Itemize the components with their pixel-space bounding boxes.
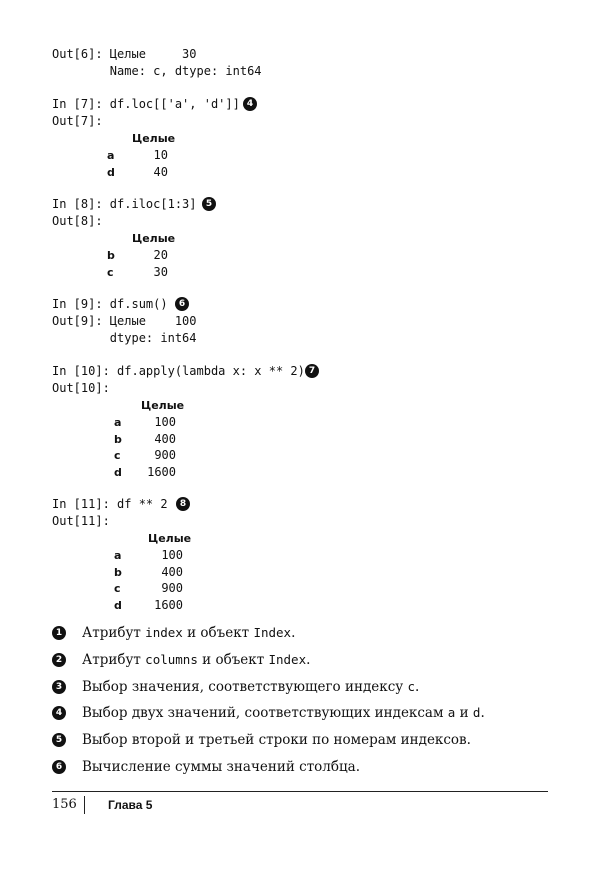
out9-line1: Out[9]: Целые 100: [52, 314, 197, 328]
note-text-part: .: [291, 625, 296, 641]
table-header: Целые: [148, 532, 192, 545]
table-value: 1600: [147, 465, 176, 479]
out8-line: Out[8]:: [52, 214, 103, 228]
table-index: a: [107, 149, 115, 162]
table-index: b: [107, 249, 115, 262]
table-header: Целые: [132, 132, 176, 145]
note-text: Вычисление суммы значений столбца.: [82, 758, 361, 775]
callout-note-6: [52, 758, 552, 785]
table-value: 40: [153, 165, 168, 179]
table-index: b: [114, 566, 122, 579]
note-text: [82, 704, 485, 722]
out6-line1: Out[6]: Целые 30: [52, 47, 197, 61]
in9-line: In [9]: df.sum(): [52, 297, 168, 311]
callout-notes-list: [52, 624, 552, 785]
out11-line: Out[11]:: [52, 514, 110, 528]
table-index: c: [107, 266, 114, 279]
note-text-part: Атрибут: [82, 651, 146, 668]
callout-badge-1: 1: [52, 626, 66, 640]
note-text: [82, 624, 295, 642]
note-text-part: Выбор двух значений, соответствующих индексам: [82, 705, 448, 722]
table-index: c: [114, 582, 121, 595]
table-index: c: [114, 449, 121, 462]
callout-badge-2: 2: [52, 653, 66, 667]
in8-line: In [8]: df.iloc[1:3]: [52, 197, 197, 211]
inline-code: d: [472, 705, 481, 721]
table-value: 400: [154, 432, 176, 446]
table-index: d: [114, 466, 122, 479]
callout-note-2: [52, 651, 552, 678]
callout-badge-8: 8: [176, 497, 190, 511]
callout-note-3: [52, 678, 552, 705]
callout-badge-4: 4: [243, 97, 257, 111]
table-value: 1600: [154, 598, 183, 612]
callout-badge-7: 7: [305, 364, 319, 378]
table-value: 100: [154, 415, 176, 429]
in10-line: In [10]: df.apply(lambda x: x ** 2): [52, 364, 305, 378]
inline-code: index: [145, 625, 183, 640]
table-index: a: [114, 416, 122, 429]
in11-line: In [11]: df ** 2: [52, 497, 168, 511]
note-text-part: и объект: [182, 625, 254, 641]
table-value: 900: [161, 581, 183, 595]
table-index: d: [107, 166, 115, 179]
callout-badge-5-note: 5: [52, 733, 66, 747]
page-number: 156: [52, 797, 77, 812]
table-value: 30: [153, 265, 168, 279]
in7-line: In [7]: df.loc[['a', 'd']]: [52, 97, 240, 111]
table-header: Целые: [132, 232, 176, 245]
callout-note-5: [52, 731, 552, 758]
table-index: b: [114, 433, 122, 446]
inline-code: Index: [268, 651, 307, 667]
table-value: 20: [153, 248, 168, 262]
code-block: [52, 0, 552, 620]
note-text-part: Атрибут: [82, 625, 146, 641]
note-text-part: .: [415, 678, 420, 695]
note-text-part: .: [480, 705, 485, 722]
table-value: 400: [161, 565, 183, 579]
table-value: 900: [154, 448, 176, 462]
note-text-part: .: [306, 651, 311, 668]
table-header: Целые: [141, 399, 185, 412]
out9-line2: dtype: int64: [52, 331, 197, 345]
table-index: d: [114, 599, 122, 612]
out10-line: Out[10]:: [52, 381, 110, 395]
table-value: 100: [161, 548, 183, 562]
footer-separator: [84, 796, 85, 814]
callout-badge-6-note: 6: [52, 760, 66, 774]
note-text-part: и объект: [197, 651, 269, 668]
table-value: 10: [153, 148, 168, 162]
out7-line: Out[7]:: [52, 114, 103, 128]
footer-rule: [52, 791, 548, 792]
table-index: a: [114, 549, 122, 562]
inline-code: c: [407, 678, 416, 694]
callout-badge-6: 6: [175, 297, 189, 311]
inline-code: a: [447, 705, 456, 721]
callout-note-4: [52, 704, 552, 731]
inline-code: Index: [253, 625, 292, 640]
chapter-title: Глава 5: [108, 798, 153, 812]
note-text-part: и: [455, 705, 473, 722]
callout-badge-5: 5: [202, 197, 216, 211]
callout-note-1: [52, 624, 552, 651]
inline-code: columns: [145, 651, 198, 667]
note-text: [82, 651, 310, 669]
callout-badge-4-note: 4: [52, 706, 66, 720]
note-text: Выбор второй и третьей строки по номерам индексов.: [82, 732, 471, 749]
out6-line2: Name: c, dtype: int64: [52, 64, 262, 78]
note-text-part: Выбор значения, соответствующего индексу: [82, 678, 408, 695]
note-text: [82, 678, 419, 696]
callout-badge-3: 3: [52, 680, 66, 694]
